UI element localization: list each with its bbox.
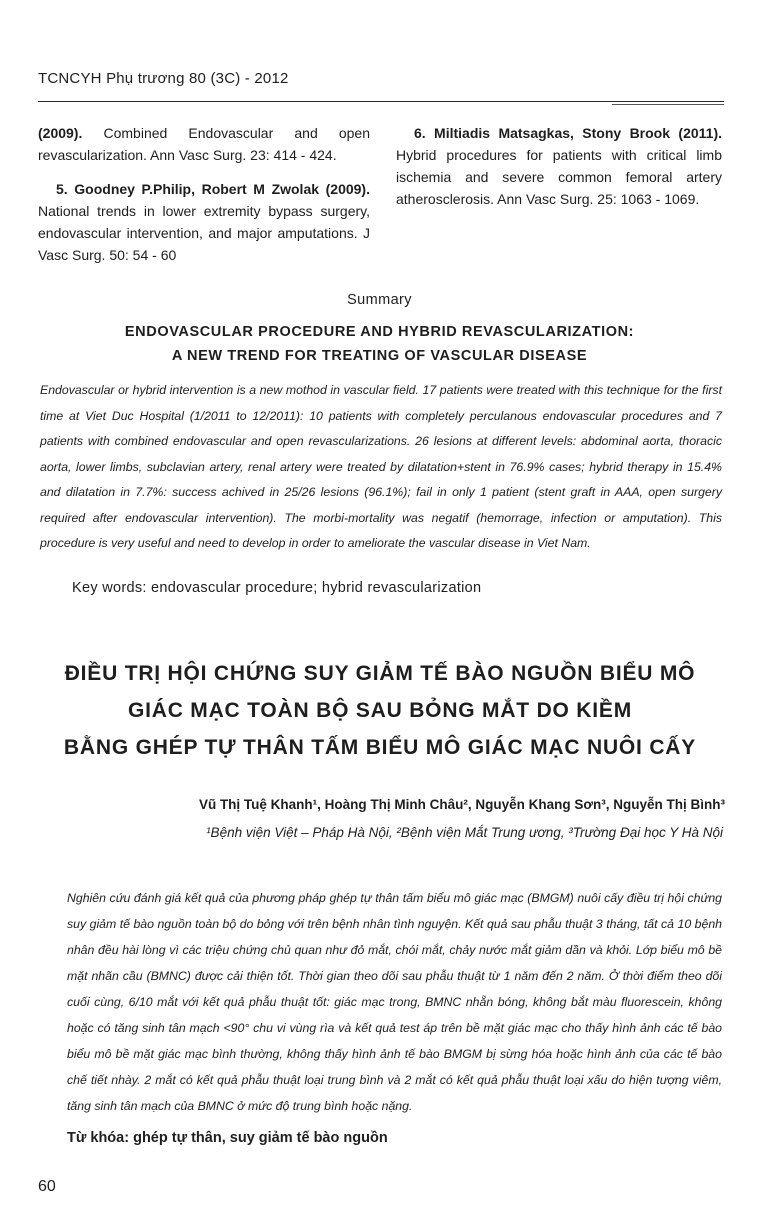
article-title-line: ĐIỀU TRỊ HỘI CHỨNG SUY GIẢM TẾ BÀO NGUỒN BIỂU MÔ <box>64 662 696 685</box>
vietnamese-abstract: Nghiên cứu đánh giá kết quả của phương pháp ghép tự thân tấm biểu mô giác mạc (BMGM) nuôi cấy điều trị hội chứng suy giảm tế bào nguồn toàn bộ do bỏng với trên bệnh nhân tình nguyện. Kết quả sau phẫu thuật 3 tháng, tất cả 10 bệnh nhân đều hài lòng vì các triệu chứng chủ quan như đỏ mắt, chói mắt, chảy nước mắt giảm dần và khỏi. Lớp biểu mô bề mặt nhãn cầu (BMNC) được cải thiện tốt. Thời gian theo dõi sau phẫu thuật từ 1 năm đến 2 năm. Ở thời điểm theo dõi cuối cùng, 6/10 mắt với kết quả phẫu thuật tốt: giác mạc trong, BMNC nhẵn bóng, không bắt màu fluorescein, không hoặc có tăng sinh tân mạch <90° chu vi vùng rìa và kết quả test áp trên bề mặt giác mạc cho thấy hình ảnh các tế bào biểu mô bề mặt giác mạc bình thường, không thấy hình ảnh tế bào BMGM bị sừng hóa hoặc hình ảnh của các tế bào chế tiết nhày. 2 mắt có kết quả phẫu thuật loại trung bình và 2 mắt có kết quả phẫu thuật loại xấu do hiện tượng viêm, tăng sinh tân mạch của BMNC ở mức độ trung bình hoặc nặng. <box>67 891 722 1113</box>
article-title <box>20 655 740 766</box>
header-rule-accent <box>612 104 724 105</box>
summary-title <box>0 320 759 368</box>
article-title-line: BẰNG GHÉP TỰ THÂN TẤM BIỂU MÔ GIÁC MẠC NUÔI CẤY <box>63 736 697 759</box>
summary-heading: Summary <box>347 292 412 308</box>
english-abstract: Endovascular or hybrid intervention is a new mothod in vascular field. 17 patients were treated with this technique for the first time at Viet Duc Hospital (1/2011 to 12/2011): 10 patients with completely perculanous endovascular procedures and 7 patients with combined endovascular and open revascularizations. 26 lesions at different levels: abdominal aorta, thoracic aorta, lower limbs, subclavian artery, renal artery were treated by dilatation+stent in 76.9% cases; hybrid therapy in 15.4% and dilatation in 7.7%: success achived in 25/26 lesions (96.1%); fail in only 1 patient (stent graft in AAA, open surgery required after endovascular intervention). The morbi-mortality was negatif (hemorrage, infection or amputation). This procedure is very useful and need to develop in order to ameliorate the vascular disease in Viet Nam. <box>40 383 722 550</box>
reference-lead: (2009). <box>38 125 83 141</box>
reference-text: Combined Endovascular and open revascularization. Ann Vasc Surg. 23: 414 - 424. <box>38 125 370 163</box>
reference-item <box>396 122 722 210</box>
page-number: 60 <box>38 1178 56 1195</box>
reference-text: Hybrid procedures for patients with critical limb ischemia and severe common femoral artery atherosclerosis. Ann Vasc Surg. 25: 1063 - 1069. <box>396 147 722 207</box>
running-header: TCNCYH Phụ trương 80 (3C) - 2012 <box>38 70 289 87</box>
references-left-column <box>38 122 370 278</box>
summary-title-line: A NEW TREND FOR TREATING OF VASCULAR DISEASE <box>171 348 588 364</box>
vietnamese-keywords: Từ khóa: ghép tự thân, suy giảm tế bào nguồn <box>67 1130 388 1146</box>
header-rule <box>38 101 724 102</box>
article-title-line: GIÁC MẠC TOÀN BỘ SAU BỎNG MẮT DO KIỀM <box>127 699 633 722</box>
summary-title-line: ENDOVASCULAR PROCEDURE AND HYBRID REVASCULARIZATION: <box>124 324 635 340</box>
reference-text: National trends in lower extremity bypass surgery, endovascular intervention, and major amputations. J Vasc Surg. 50: 54 - 60 <box>38 203 370 263</box>
english-keywords: Key words: endovascular procedure; hybrid revascularization <box>72 580 482 596</box>
author-affiliations: ¹Bệnh viện Việt – Pháp Hà Nội, ²Bệnh viện Mắt Trung ương, ³Trường Đại học Y Hà Nội <box>206 825 723 840</box>
reference-item <box>38 122 370 166</box>
reference-item <box>38 178 370 266</box>
references-right-column <box>396 122 722 222</box>
reference-lead: 6. Miltiadis Matsagkas, Stony Brook (2011). <box>414 125 722 141</box>
author-list: Vũ Thị Tuệ Khanh¹, Hoàng Thị Minh Châu², Nguyễn Khang Sơn³, Nguyễn Thị Bình³ <box>198 797 725 812</box>
reference-lead: 5. Goodney P.Philip, Robert M Zwolak (2009). <box>56 181 370 197</box>
